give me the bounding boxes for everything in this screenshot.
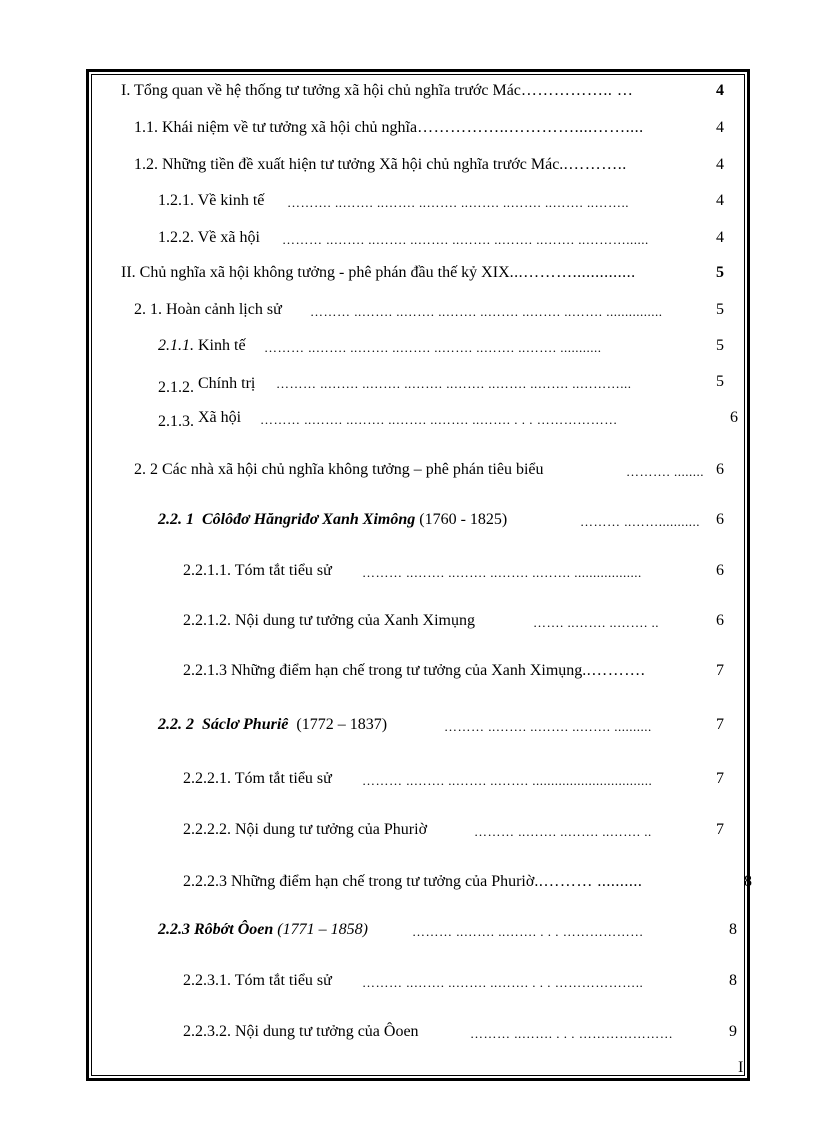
toc-entry-page: 5 xyxy=(716,337,724,354)
toc-entry-leader: ……… ..……. ..……. ..……. ..……. ..……. ..……. ........... xyxy=(264,340,602,355)
toc-entry-title: Chính trị xyxy=(198,375,256,392)
toc-entry-page: 9 xyxy=(729,1023,737,1040)
toc-entry[interactable] xyxy=(134,300,282,320)
toc-entry-page: 4 xyxy=(716,229,724,246)
toc-entry-title: 2.2.2.3 Những điểm hạn chế trong tư tưởng của Phuriờ xyxy=(183,873,535,890)
toc-entry-page: 8 xyxy=(729,921,737,938)
toc-entry-leader: ……… ..……. ..……. ..……. ..……. .................. xyxy=(362,565,642,580)
toc-entry-page: 7 xyxy=(716,662,724,679)
toc-entry-leader: ……. ..……. ..……. .. xyxy=(533,615,659,630)
toc-entry-leader: …………….. … xyxy=(520,82,634,99)
toc-entry-leader: ..……….. xyxy=(559,156,627,173)
toc-entry-leader: ..……… .......... xyxy=(534,873,643,890)
toc-entry-leader: ……… ..……. ..……. ..……. ..……. ..……. ..……. ............... xyxy=(310,304,663,319)
toc-entry[interactable] xyxy=(158,336,246,356)
toc-entry-number: 2.2. 2 xyxy=(158,716,194,733)
toc-entry-page: 6 xyxy=(716,562,724,579)
toc-entry-title: 2.2.3.1. Tóm tắt tiểu sử xyxy=(183,972,332,989)
toc-entry-title: 1.1. Khái niệm về tư tưởng xã hội chủ nghĩa xyxy=(134,119,418,136)
toc-entry-number: 2.1.3. xyxy=(158,413,194,430)
toc-entry-leader: ………. ..……. ..……. ..……. ..……. ..……. ..……. ..…….. xyxy=(287,195,629,210)
toc-entry[interactable] xyxy=(183,561,332,581)
toc-entry-leader: ……… ..……. ..……. ..……. ..……. ..……. ..……. ..………... xyxy=(276,376,632,391)
toc-entry-page: 4 xyxy=(716,119,724,136)
toc-entry[interactable] xyxy=(158,920,368,940)
toc-entry-leader: ..………. xyxy=(582,662,646,679)
toc-entry-title: 2.2.1.2. Nội dung tư tưởng của Xanh Ximụng xyxy=(183,612,475,629)
toc-entry-title: 2.2.1.3 Những điểm hạn chế trong tư tưởng của Xanh Ximụng xyxy=(183,662,583,679)
toc-entry-title: Côlôđơ Hăngriđơ Xanh Ximông xyxy=(202,511,416,528)
toc-entry[interactable] xyxy=(183,872,642,892)
toc-entry-page: 5 xyxy=(716,301,724,318)
toc-entry[interactable] xyxy=(158,510,507,530)
toc-entry-page: 4 xyxy=(716,82,724,99)
footer-page-number: I xyxy=(738,1059,744,1076)
toc-entry[interactable] xyxy=(158,408,241,428)
toc-entry-leader: ……… ..……. ..……. ..……. .......... xyxy=(444,719,652,734)
toc-entry-page: 8 xyxy=(729,972,737,989)
toc-entry-leader: ……… ..……........... xyxy=(580,514,700,529)
toc-entry-leader: ……… ..……. ..……. ..……. ..……. ..……. ..……. ..………...... xyxy=(282,232,649,247)
toc-entry-leader: ………. ........ xyxy=(626,464,704,479)
toc-entry-title: 1.2.1. Về kinh tế xyxy=(158,192,265,209)
toc-entry-years: (1772 – 1837) xyxy=(296,716,388,733)
toc-entry-page: 6 xyxy=(716,461,724,478)
toc-entry-title: Xã hội xyxy=(198,409,242,426)
toc-entry-title: I. Tổng quan về hệ thống tư tưởng xã hội chủ nghĩa trước Mác xyxy=(121,82,521,99)
toc-entry-leader: ……… ..……. ..……. ..……. ..……. ..……. . . . ……………… xyxy=(260,412,618,427)
toc-entry-page: 6 xyxy=(716,612,724,629)
toc-entry-page: 6 xyxy=(730,409,738,426)
toc-entry-number: 2.1.1. xyxy=(158,337,194,354)
toc-entry-page: 4 xyxy=(716,156,724,173)
toc-entry-page: 8 xyxy=(744,873,752,890)
toc-entry[interactable] xyxy=(134,155,627,175)
toc-entry-leader: ……… ..……. ..……. . . . ……………… xyxy=(412,924,644,939)
toc-entry[interactable] xyxy=(183,769,332,789)
toc-entry-page: 6 xyxy=(716,511,724,528)
toc-entry[interactable] xyxy=(183,661,645,681)
toc-entry-title: 2. 2 Các nhà xã hội chủ nghĩa không tưởng – phê phán tiêu biểu xyxy=(134,461,544,478)
toc-entry-title: Rôbớt Ôoen xyxy=(194,921,274,938)
toc-entry-title: 2.2.2.1. Tóm tắt tiểu sử xyxy=(183,770,332,787)
toc-entry-page: 5 xyxy=(716,264,724,281)
toc-entry-years: (1760 - 1825) xyxy=(419,511,508,528)
toc-entry[interactable] xyxy=(158,374,255,394)
toc-entry-page: 4 xyxy=(716,192,724,209)
toc-entry-leader: ……… ..……. ..……. ..……. .. xyxy=(474,824,652,839)
toc-entry-title: Sáclơ Phuriê xyxy=(202,716,289,733)
toc-entry-title: 1.2. Những tiền đề xuất hiện tư tưởng Xã hội chủ nghĩa trước Mác xyxy=(134,156,560,173)
toc-entry[interactable] xyxy=(183,820,427,840)
toc-entry-page: 7 xyxy=(716,821,724,838)
toc-entry-title: 2.2.2.2. Nội dung tư tưởng của Phuriờ xyxy=(183,821,428,838)
toc-entry-title: 2.2.3.2. Nội dung tư tưởng của Ôoen xyxy=(183,1023,419,1040)
toc-entry-leader: ……… ..……. ..……. ..……. . . . ……………….. xyxy=(362,975,644,990)
toc-entry-title: 2.2.1.1. Tóm tắt tiểu sử xyxy=(183,562,332,579)
toc-entry-leader: ...……….............. xyxy=(509,264,636,281)
toc-entry-leader: ……… ..……. ..……. ..……. ................................ xyxy=(362,773,653,788)
toc-entry-title: II. Chủ nghĩa xã hội không tưởng - phê phán đầu thế kỷ XIX xyxy=(121,264,510,281)
toc-entry-leader: ……………..…………....…….... xyxy=(417,119,644,136)
toc-entry-number: 2.2.3 xyxy=(158,921,190,938)
toc-entry-number: 2.2. 1 xyxy=(158,511,194,528)
toc-entry[interactable] xyxy=(183,971,332,991)
toc-entry[interactable] xyxy=(183,1022,419,1042)
toc-entry[interactable] xyxy=(158,715,387,735)
toc-entry-title: Kinh tế xyxy=(198,337,246,354)
toc-entry[interactable] xyxy=(121,263,636,283)
toc-entry-page: 5 xyxy=(716,373,724,390)
toc-entry[interactable] xyxy=(134,460,544,480)
toc-entry-leader: ……… ..……. . . . ………………… xyxy=(470,1026,674,1041)
toc-entry-years: (1771 – 1858) xyxy=(277,921,368,938)
toc-entry[interactable] xyxy=(183,611,475,631)
toc-entry-title: 1.2.2. Về xã hội xyxy=(158,229,260,246)
toc-entry[interactable] xyxy=(158,191,264,211)
toc-entry-page: 7 xyxy=(716,716,724,733)
toc-entry[interactable] xyxy=(121,81,633,101)
toc-entry[interactable] xyxy=(134,118,644,138)
toc-entry-title: 2. 1. Hoàn cảnh lịch sử xyxy=(134,301,282,318)
toc-entry-number: 2.1.2. xyxy=(158,379,194,396)
toc-entry-page: 7 xyxy=(716,770,724,787)
toc-entry[interactable] xyxy=(158,228,260,248)
